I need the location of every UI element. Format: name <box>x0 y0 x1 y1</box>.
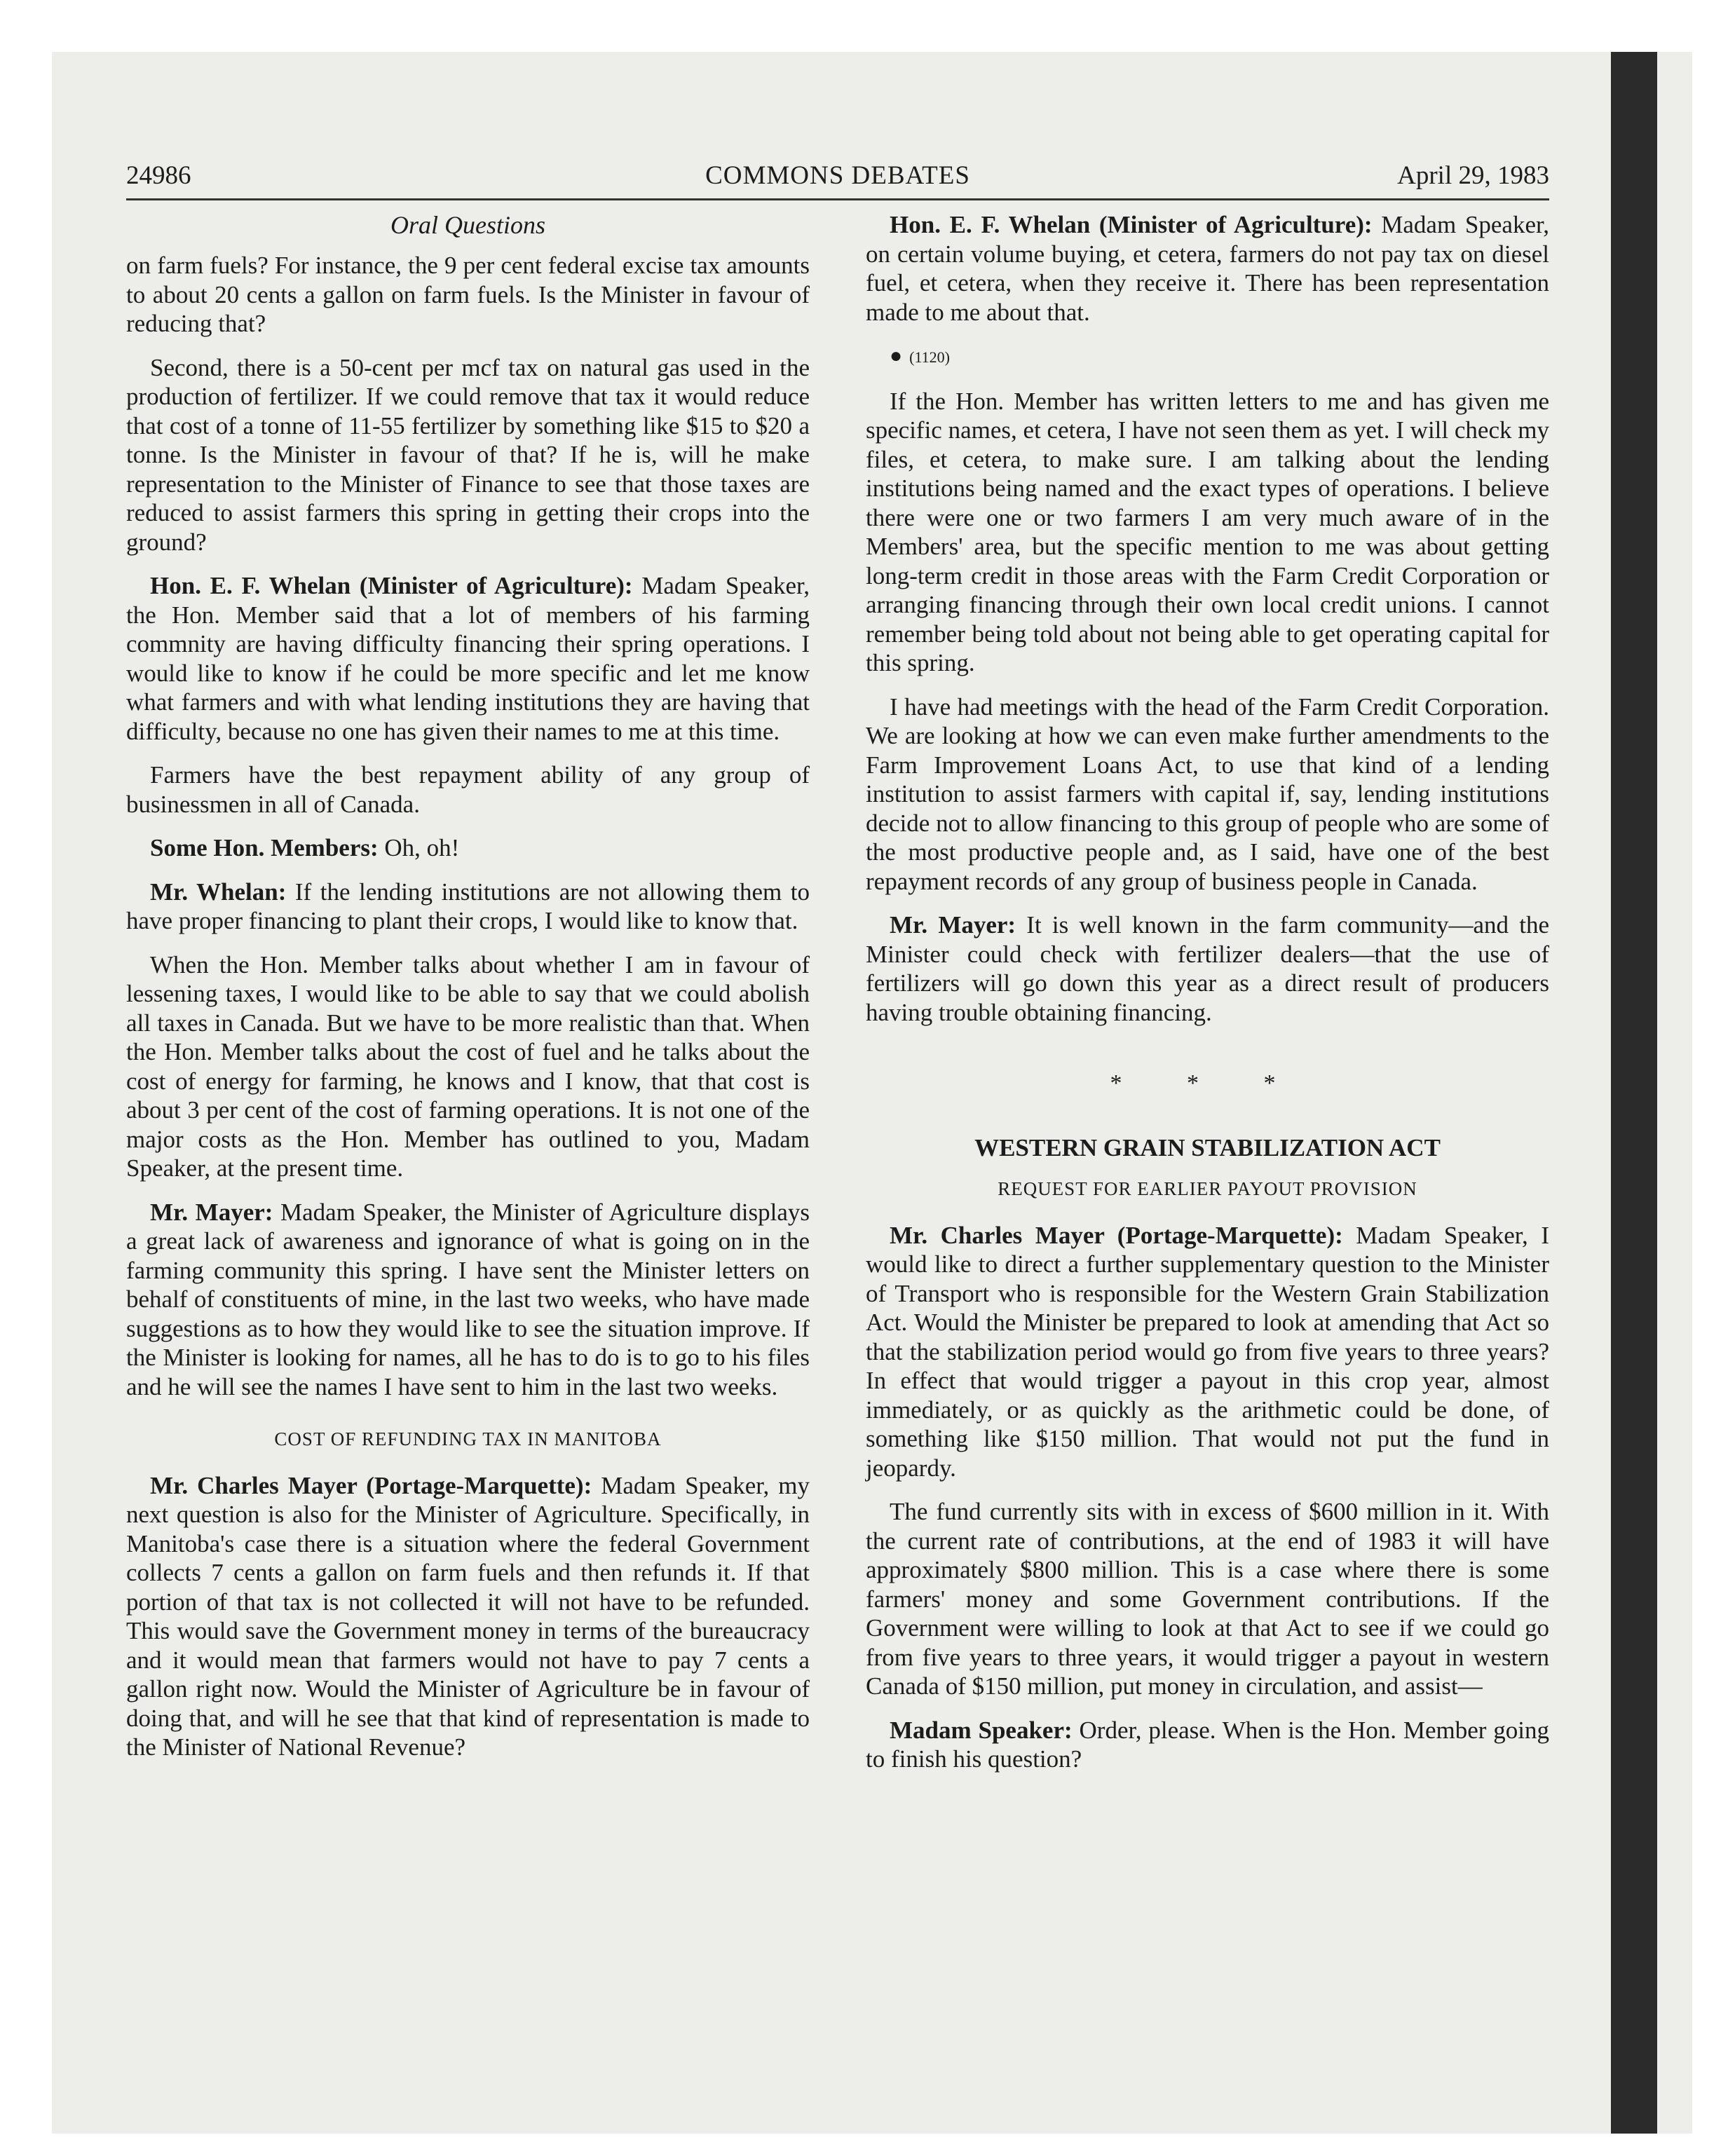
section-label: Oral Questions <box>390 211 545 239</box>
speaker-name: Mr. Whelan: <box>150 878 287 906</box>
speaker-name: Hon. E. F. Whelan (Minister of Agriculture): <box>890 211 1373 238</box>
paragraph <box>126 1471 810 1762</box>
speech-text: Madam Speaker, the Minister of Agriculture displays a great lack of awareness and ignorance of what is going on in the farming community this spring. I have sent the Minister letters on behalf of constituents of mine, in the last two weeks, who have made suggestions as to how they would like to see the situation improve. If the Minister is looking for names, all he has to do is to go to his files and he will see the names I have sent to him in the last two weeks. <box>126 1198 810 1400</box>
document-page <box>126 158 1549 1994</box>
section-separator: * * * <box>1110 1070 1305 1096</box>
paragraph: on farm fuels? For instance, the 9 per cent federal excise tax amounts to about 20 cents a gallon on farm fuels. Is the Minister in favour of reducing that? <box>126 252 810 337</box>
paragraph <box>866 210 1549 327</box>
speech-text: Madam Speaker, the Hon. Member said that a lot of members of his farming commnity are having difficulty financing their spring operations. I would like to know if he could be more specific and let me know what farmers and with what lending institutions they are having that difficulty, because no one has given their names to me at this time. <box>126 572 810 745</box>
paragraph <box>126 1198 810 1402</box>
paragraph <box>126 878 810 936</box>
speaker-name: Mr. Mayer: <box>890 911 1016 939</box>
page-number: 24986 <box>126 161 191 190</box>
paragraph: I have had meetings with the head of the Farm Credit Corporation. We are looking at how we can even make further amendments to the Farm Improvement Loans Act, to use that kind of a lending institution to assist farmers with capital if, say, lending institutions decide not to allow financing to this group of people who are some of the most productive people and, as I said, have one of the best repayment records of any group of business people in Canada. <box>866 692 1549 895</box>
page-date: April 29, 1983 <box>1397 161 1549 190</box>
speaker-name: Hon. E. F. Whelan (Minister of Agriculture): <box>150 572 633 599</box>
speech-text: Madam Speaker, my next question is also for the Minister of Agriculture. Specifically, in Manitoba's case there is a situation where the federal Government collects 7 cents a gallon on farm fuels and then refunds it. If that portion of that tax is not collected it will not have to be refunded. This would save the Government money in terms of the bureaucracy and it would mean that farmers would not have to pay 7 cents a gallon right now. Would the Minister of Agriculture be in favour of doing that, and will he see that that kind of representation is made to the Minister of National Revenue? <box>126 1471 810 1761</box>
speech-text: It is well known in the farm community—and the Minister could check with fertilizer dealers—that the use of fertilizers will go down this year as a direct result of producers having trouble obtaining financing. <box>866 911 1549 1026</box>
speaker-name: Mr. Charles Mayer (Portage-Marquette): <box>150 1471 592 1499</box>
paragraph: Farmers have the best repayment ability of any group of businessmen in all of Canada. <box>126 761 810 818</box>
publication-title: COMMONS DEBATES <box>705 161 970 190</box>
paragraph: The fund currently sits with in excess of $600 million in it. With the current rate of contributions, at the end of 1983 it will have approximately $800 million. This is a case where there is some farmers' money and some Government contributions. If the Government were willing to look at that Act to see if we could go from five years to three years, it would trigger a payout in western Canada of $150 million, put money in circulation, and assist— <box>866 1498 1549 1700</box>
bullet-icon: ● <box>890 344 903 367</box>
right-column <box>866 210 1549 1789</box>
section-heading: WESTERN GRAIN STABILIZATION ACT <box>974 1133 1441 1161</box>
paragraph <box>126 833 810 863</box>
paragraph: Second, there is a 50-cent per mcf tax on natural gas used in the production of fertilizer. If we could remove that tax it would reduce that cost of a tonne of 11-55 fertilizer by something like $15 to $20 a tonne. Is the Minister in favour of that? If he is, will he make representation to the Minister of Finance to see that those taxes are reduced to assist farmers this spring in getting their crops into the ground? <box>126 353 810 556</box>
paragraph: When the Hon. Member talks about whether I am in favour of lessening taxes, I would like to be able to say that we could abolish all taxes in Canada. But we have to be more realistic than that. When the Hon. Member talks about the cost of fuel and he talks about the cost of energy for farming, he knows and I know, that that cost is about 3 per cent of the cost of farming operations. It is not one of the major costs as the Hon. Member has outlined to you, Madam Speaker, at the present time. <box>126 950 810 1182</box>
left-column <box>126 251 810 1777</box>
paragraph <box>126 571 810 746</box>
speech-text: Madam Speaker, on certain volume buying, et cetera, farmers do not pay tax on diesel fuel, et cetera, when they receive it. There has been representation made to me about that. <box>866 211 1549 326</box>
paragraph <box>866 1716 1549 1774</box>
speech-text: Madam Speaker, I would like to direct a further supplementary question to the Minister of Transport who is responsible for the Western Grain Stabilization Act. Would the Minister be prepared to look at amending that Act so that the stabilization period would go from five years to three years? In effect that would trigger a payout in this crop year, almost immediately, or as quickly as the arithmetic could be done, of something like $150 million. That would not put the fund in jeopardy. <box>866 1221 1549 1482</box>
speech-text: If the lending institutions are not allowing them to have proper financing to plant their crops, I would like to know that. <box>126 878 810 934</box>
page-header <box>126 158 1549 200</box>
speaker-name: Mr. Charles Mayer (Portage-Marquette): <box>890 1221 1343 1249</box>
speech-text: Order, please. When is the Hon. Member going to finish his question? <box>866 1716 1550 1773</box>
speaker-name: Mr. Mayer: <box>150 1198 273 1226</box>
scan-dark-edge <box>1611 52 1657 2134</box>
paragraph <box>866 910 1549 1027</box>
speaker-name: Madam Speaker: <box>890 1716 1073 1744</box>
paragraph <box>866 1221 1549 1483</box>
time-marker-text: (1120) <box>909 348 950 366</box>
time-marker <box>866 341 1549 372</box>
speech-text: Oh, oh! <box>378 834 460 861</box>
subsection-heading: COST OF REFUNDING TAX IN MANITOBA <box>274 1428 662 1449</box>
paragraph: If the Hon. Member has written letters to me and has given me specific names, et cetera, I have not seen them as yet. I will check my files, et cetera, to make sure. I am talking about the lending institutions being named and the exact types of operations. I believe there were one or two farmers I am very much aware of in the Members' area, but the specific mention to me was about getting long-term credit in those areas with the Farm Credit Corporation or arranging financing through their own local credit unions. I cannot remember being told about not being able to get operating capital for this spring. <box>866 387 1549 676</box>
subsection-heading: REQUEST FOR EARLIER PAYOUT PROVISION <box>998 1178 1417 1199</box>
speaker-name: Some Hon. Members: <box>150 834 379 861</box>
